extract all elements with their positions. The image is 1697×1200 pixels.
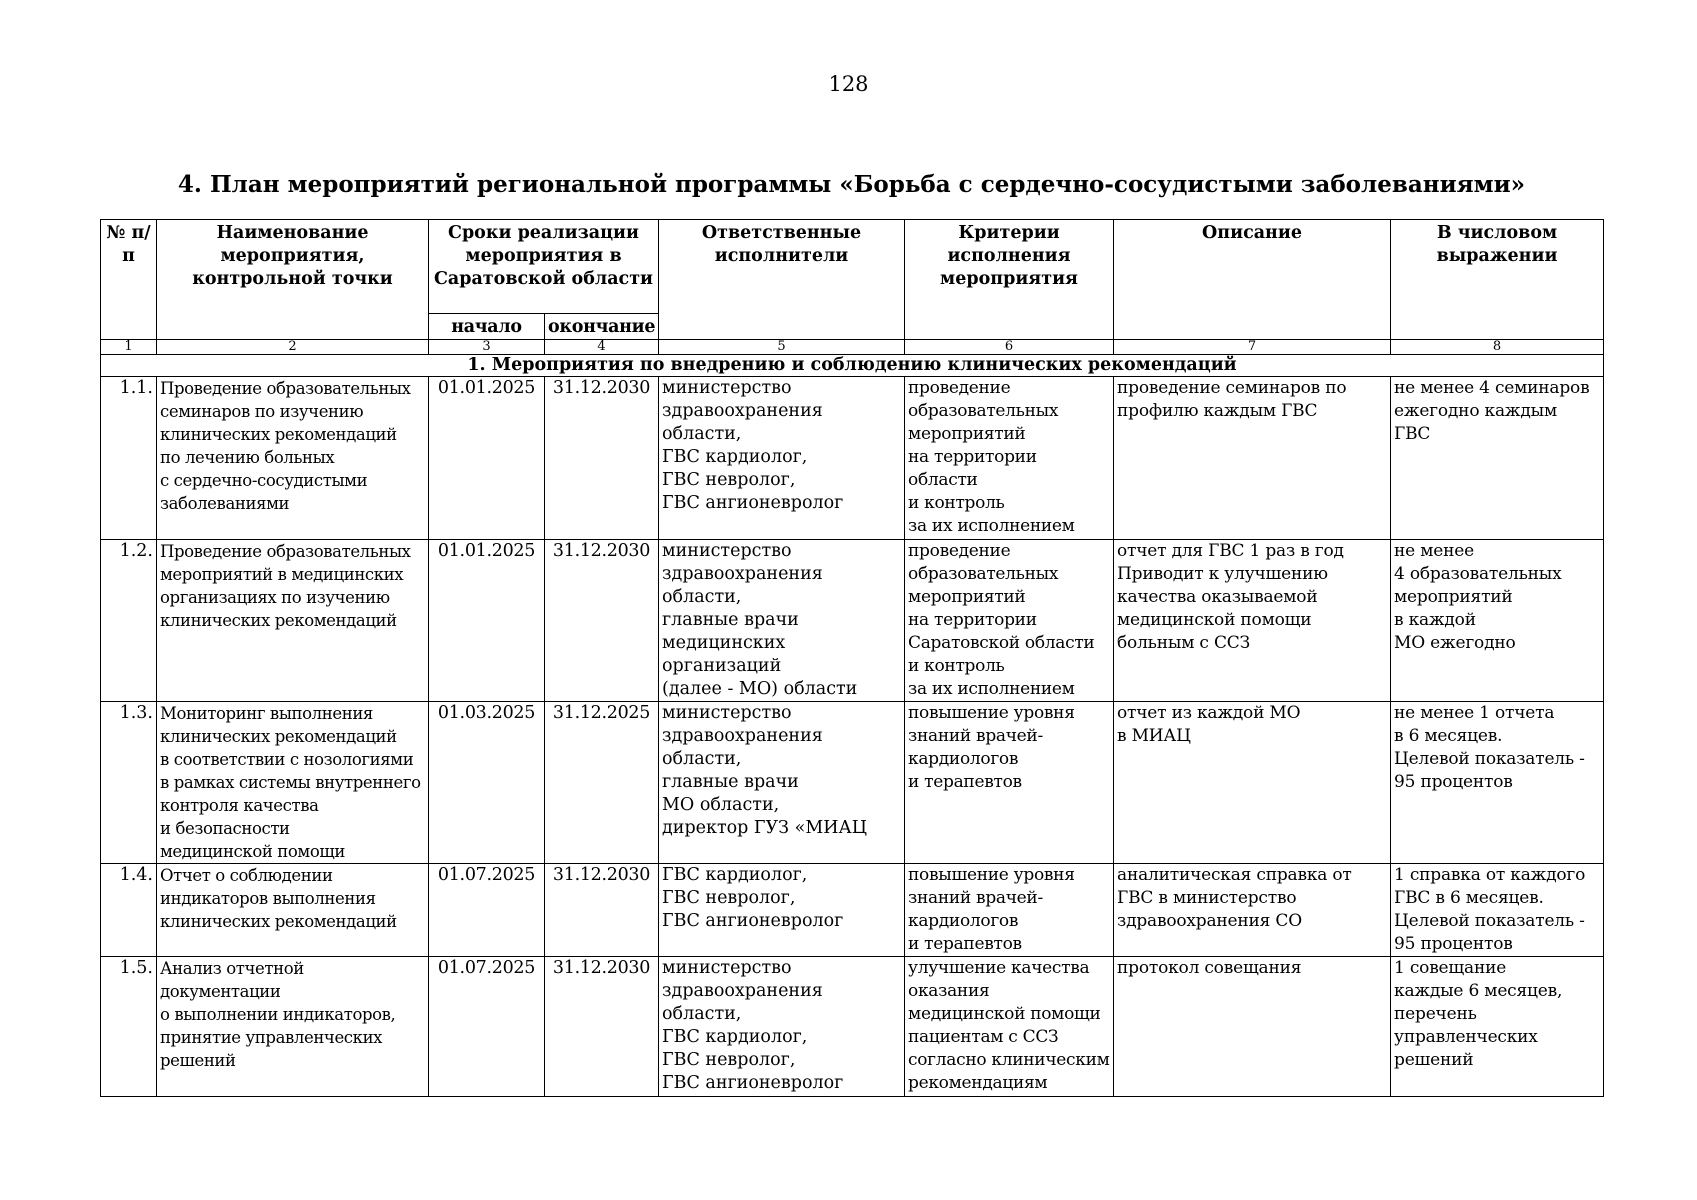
responsible-executors: министерство здравоохранения области, главные врачи медицинских организаций (далее - МО) области	[659, 540, 905, 702]
start-date: 01.07.2025	[429, 864, 545, 957]
row-number: 1.1.	[101, 377, 157, 540]
header-criteria: Критерии исполнения мероприятия	[905, 220, 1114, 340]
header-value: В числовом выражении	[1391, 220, 1604, 340]
section-row	[101, 355, 1604, 377]
header-num: № п/п	[101, 220, 157, 340]
row-number: 1.4.	[101, 864, 157, 957]
activity-name: Мониторинг выполнения клинических рекомендаций в соответствии с нозологиями в рамках системы внутреннего контроля качества и безопасности медицинской помощи	[157, 702, 429, 864]
table-row	[101, 540, 1604, 702]
responsible-executors: министерство здравоохранения области, ГВС кардиолог, ГВС невролог, ГВС ангионевролог	[659, 957, 905, 1097]
numeric-value: не менее 1 отчета в 6 месяцев. Целевой показатель - 95 процентов	[1391, 702, 1604, 864]
section-title: 1. Мероприятия по внедрению и соблюдению клинических рекомендаций	[101, 355, 1604, 377]
header-name: Наименование мероприятия, контрольной точки	[157, 220, 429, 340]
numeric-value: не менее 4 семинаров ежегодно каждым ГВС	[1391, 377, 1604, 540]
description: аналитическая справка от ГВС в министерство здравоохранения СО	[1114, 864, 1391, 957]
column-number: 2	[157, 340, 429, 355]
column-number: 1	[101, 340, 157, 355]
end-date: 31.12.2025	[545, 702, 659, 864]
end-date: 31.12.2030	[545, 957, 659, 1097]
end-date: 31.12.2030	[545, 540, 659, 702]
completion-criteria: повышение уровня знаний врачей- кардиологов и терапевтов	[905, 702, 1114, 864]
header-responsible: Ответственные исполнители	[659, 220, 905, 340]
numeric-value: 1 совещание каждые 6 месяцев, перечень управленческих решений	[1391, 957, 1604, 1097]
activity-name: Проведение образовательных семинаров по изучению клинических рекомендаций по лечению больных с сердечно-сосудистыми заболеваниями	[157, 377, 429, 540]
column-number-row	[101, 340, 1604, 355]
column-number: 4	[545, 340, 659, 355]
completion-criteria: повышение уровня знаний врачей- кардиологов и терапевтов	[905, 864, 1114, 957]
column-number: 6	[905, 340, 1114, 355]
column-number: 7	[1114, 340, 1391, 355]
page-title: 4. План мероприятий региональной программы «Борьба с сердечно-сосудистыми заболеваниями»	[177, 171, 1526, 198]
responsible-executors: министерство здравоохранения области, ГВС кардиолог, ГВС невролог, ГВС ангионевролог	[659, 377, 905, 540]
header-end: окончание	[545, 314, 659, 340]
start-date: 01.07.2025	[429, 957, 545, 1097]
row-number: 1.5.	[101, 957, 157, 1097]
table-row	[101, 864, 1604, 957]
start-date: 01.03.2025	[429, 702, 545, 864]
responsible-executors: министерство здравоохранения области, главные врачи МО области, директор ГУЗ «МИАЦ	[659, 702, 905, 864]
end-date: 31.12.2030	[545, 864, 659, 957]
end-date: 31.12.2030	[545, 377, 659, 540]
page-number: 128	[828, 72, 869, 96]
numeric-value: 1 справка от каждого ГВС в 6 месяцев. Целевой показатель - 95 процентов	[1391, 864, 1604, 957]
column-number: 5	[659, 340, 905, 355]
header-description: Описание	[1114, 220, 1391, 340]
responsible-executors: ГВС кардиолог, ГВС невролог, ГВС ангионевролог	[659, 864, 905, 957]
header-row	[101, 220, 1604, 314]
row-number: 1.2.	[101, 540, 157, 702]
description: отчет для ГВС 1 раз в год Приводит к улучшению качества оказываемой медицинской помощи больным с ССЗ	[1114, 540, 1391, 702]
description: протокол совещания	[1114, 957, 1391, 1097]
completion-criteria: проведение образовательных мероприятий на территории Саратовской области и контроль за их исполнением	[905, 540, 1114, 702]
numeric-value: не менее 4 образовательных мероприятий в каждой МО ежегодно	[1391, 540, 1604, 702]
activity-name: Отчет о соблюдении индикаторов выполнения клинических рекомендаций	[157, 864, 429, 957]
start-date: 01.01.2025	[429, 540, 545, 702]
completion-criteria: улучшение качества оказания медицинской помощи пациентам с ССЗ согласно клиническим рекомендациям	[905, 957, 1114, 1097]
header-terms: Сроки реализации мероприятия в Саратовской области	[429, 220, 659, 314]
column-number: 8	[1391, 340, 1604, 355]
table-row	[101, 957, 1604, 1097]
activity-plan-table	[100, 219, 1604, 1097]
table-row	[101, 702, 1604, 864]
column-number: 3	[429, 340, 545, 355]
activity-name: Проведение образовательных мероприятий в медицинских организациях по изучению клинических рекомендаций	[157, 540, 429, 702]
description: отчет из каждой МО в МИАЦ	[1114, 702, 1391, 864]
row-number: 1.3.	[101, 702, 157, 864]
activity-name: Анализ отчетной документации о выполнении индикаторов, принятие управленческих решений	[157, 957, 429, 1097]
header-start: начало	[429, 314, 545, 340]
start-date: 01.01.2025	[429, 377, 545, 540]
table-row	[101, 377, 1604, 540]
completion-criteria: проведение образовательных мероприятий на территории области и контроль за их исполнением	[905, 377, 1114, 540]
description: проведение семинаров по профилю каждым ГВС	[1114, 377, 1391, 540]
